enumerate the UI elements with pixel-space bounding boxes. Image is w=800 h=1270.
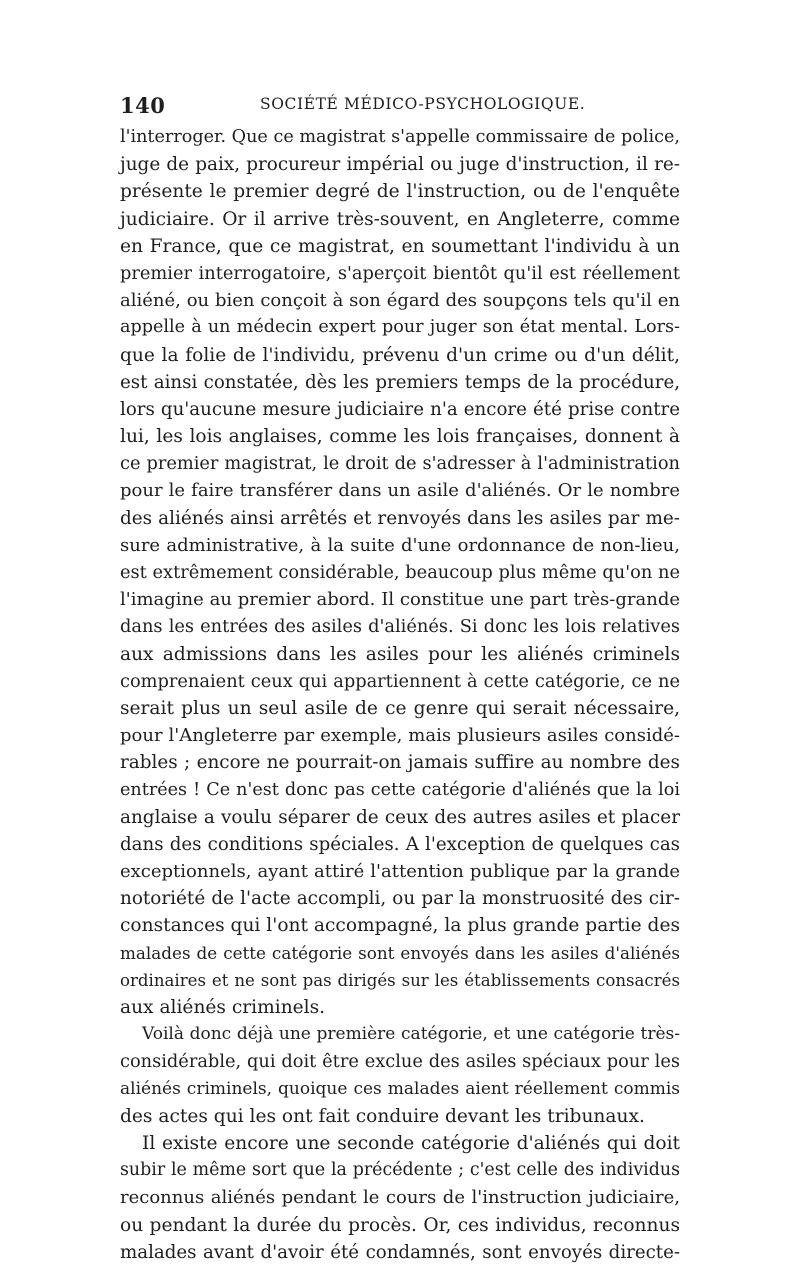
text-line: dans des conditions spéciales. A l'exception de quelques cas	[120, 833, 680, 855]
text-line: pour le faire transférer dans un asile d'aliénés. Or le nombre	[120, 480, 680, 502]
text-line: lors qu'aucune mesure judiciaire n'a encore été prise contre	[120, 398, 680, 420]
text-line: judiciaire. Or il arrive très-souvent, en Angleterre, comme	[120, 208, 680, 230]
text-line: Il existe encore une seconde catégorie d'aliénés qui doit	[142, 1132, 680, 1154]
text-line: ou pendant la durée du procès. Or, ces individus, reconnus	[120, 1214, 680, 1236]
text-line: Voilà donc déjà une première catégorie, et une catégorie très-	[142, 1024, 680, 1045]
text-line: est ainsi constatée, dès les premiers temps de la procédure,	[120, 371, 680, 393]
text-line: est extrêmement considérable, beaucoup plus même qu'on ne	[120, 562, 680, 583]
text-line: juge de paix, procureur impérial ou juge d'instruction, il re-	[120, 154, 680, 176]
text-line: que la folie de l'individu, prévenu d'un crime ou d'un délit,	[120, 344, 680, 366]
text-line: comprenaient ceux qui appartiennent à cette catégorie, ce ne	[120, 670, 680, 692]
text-line: ce premier magistrat, le droit de s'adresser à l'administration	[120, 453, 680, 475]
paragraph	[120, 1021, 680, 1130]
text-line: aliénés criminels, quoique ces malades aient réellement commis	[120, 1078, 680, 1099]
text-line: ordinaires et ne sont pas dirigés sur les établissements consacrés	[120, 970, 680, 990]
text-line: des actes qui les ont fait conduire devant les tribunaux.	[120, 1105, 645, 1127]
text-line: dans les entrées des asiles d'aliénés. Si donc les lois relatives	[120, 616, 680, 638]
text-line: entrées ! Ce n'est donc pas cette catégorie d'aliénés que la loi	[120, 779, 680, 800]
text-line: anglaise a voulu séparer de ceux des autres asiles et placer	[120, 806, 680, 828]
text-line: pour l'Angleterre par exemple, mais plusieurs asiles considé-	[120, 725, 680, 747]
journal-title: SOCIÉTÉ MÉDICO-PSYCHOLOGIQUE.	[260, 95, 586, 113]
text-line: l'interroger. Que ce magistrat s'appelle commissaire de police,	[120, 127, 680, 147]
text-line: des aliénés ainsi arrêtés et renvoyés dans les asiles par me-	[120, 507, 680, 529]
page-number: 140	[120, 93, 166, 118]
text-line: subir le même sort que la précédente ; c'est celle des individus	[120, 1160, 680, 1181]
running-head	[120, 93, 680, 117]
text-line: rables ; encore ne pourrait-on jamais suffire au nombre des	[120, 752, 680, 774]
text-line: présente le premier degré de l'instruction, ou de l'enquête	[120, 181, 680, 203]
paragraph	[120, 1130, 680, 1266]
text-line: lui, les lois anglaises, comme les lois françaises, donnent à	[120, 426, 680, 448]
text-line: constances qui l'ont accompagné, la plus grande partie des	[120, 915, 680, 937]
text-line: premier interrogatoire, s'aperçoit bientôt qu'il est réellement	[120, 262, 680, 284]
text-line: appelle à un médecin expert pour juger son état mental. Lors-	[120, 317, 680, 338]
text-line: serait plus un seul asile de ce genre qui serait nécessaire,	[120, 697, 680, 719]
text-line: aux admissions dans les asiles pour les aliénés criminels	[120, 643, 680, 665]
body-text	[120, 124, 680, 1266]
text-line: aliéné, ou bien conçoit à son égard des soupçons tels qu'il en	[120, 290, 680, 312]
text-line: en France, que ce magistrat, en soumettant l'individu à un	[120, 235, 680, 257]
text-line: l'imagine au premier abord. Il constitue une part très-grande	[120, 589, 680, 611]
text-line: malades avant d'avoir été condamnés, sont envoyés directe-	[120, 1241, 680, 1263]
text-line: malades de cette catégorie sont envoyés dans les asiles d'aliénés	[120, 942, 680, 963]
paragraph	[120, 124, 680, 1021]
text-line: reconnus aliénés pendant le cours de l'instruction judiciaire,	[120, 1187, 680, 1209]
text-line: aux aliénés criminels.	[120, 997, 326, 1018]
text-line: notoriété de l'acte accompli, ou par la monstruosité des cir-	[120, 888, 680, 910]
text-line: sure administrative, à la suite d'une ordonnance de non-lieu,	[120, 534, 680, 556]
text-line: exceptionnels, ayant attiré l'attention publique par la grande	[120, 861, 680, 883]
text-line: considérable, qui doit être exclue des asiles spéciaux pour les	[120, 1051, 680, 1073]
